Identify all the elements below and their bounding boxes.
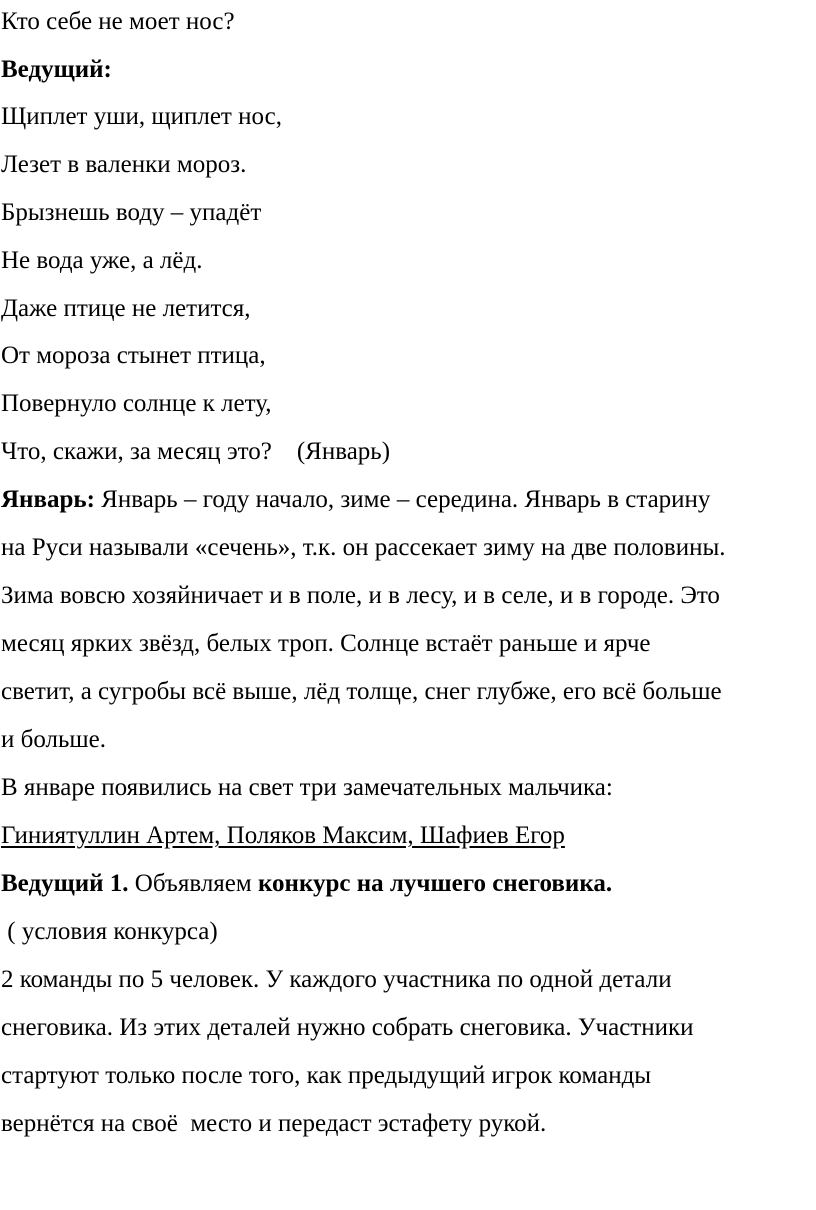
paragraph-line: и больше. <box>1 726 106 753</box>
speaker-label: Январь: <box>1 486 95 513</box>
paragraph-line: светит, а сугробы всё выше, лёд толще, снег глубже, его всё больше <box>1 678 722 705</box>
contest-conditions: ( условия конкурса) <box>1 918 218 945</box>
paragraph-line: снеговика. Из этих деталей нужно собрать снеговика. Участники <box>1 1014 694 1041</box>
paragraph-line: В январе появились на свет три замечательных мальчика: <box>1 774 613 801</box>
speaker-heading: Ведущий: <box>1 56 112 83</box>
poem-line: Щиплет уши, щиплет нос, <box>1 103 282 130</box>
names-line: Гиниятуллин Артем, Поляков Максим, Шафиев Егор <box>1 822 565 849</box>
poem-line: От мороза стынет птица, <box>1 342 266 369</box>
paragraph-line: стартуют только после того, как предыдущий игрок команды <box>1 1062 652 1089</box>
text-line: Кто себе не моет нос? <box>1 8 235 35</box>
speaker-label: Ведущий 1. <box>1 870 129 897</box>
poem-line: Даже птице не летится, <box>1 295 251 322</box>
poem-line: Что, скажи, за месяц это? (Январь) <box>1 438 391 465</box>
poem-line: Повернуло солнце к лету, <box>1 390 272 417</box>
poem-line: Лезет в валенки мороз. <box>1 151 247 178</box>
paragraph-line: месяц ярких звёзд, белых троп. Солнце встаёт раньше и ярче <box>1 630 651 657</box>
paragraph-line <box>1 485 710 515</box>
contest-title: конкурс на лучшего снеговика. <box>257 870 613 897</box>
paragraph-line: Зима вовсю хозяйничает и в поле, и в лесу, и в селе, и в городе. Это <box>1 582 720 609</box>
announcement-text: Объявляем <box>128 870 258 897</box>
announcement-line <box>1 869 612 899</box>
paragraph-line: 2 команды по 5 человек. У каждого участника по одной детали <box>1 966 672 993</box>
poem-line: Не вода уже, а лёд. <box>1 247 203 274</box>
paragraph-line: вернётся на своё место и передаст эстафету рукой. <box>1 1110 547 1137</box>
poem-line: Брызнешь воду – упадёт <box>1 199 262 226</box>
paragraph-line: на Руси называли «сечень», т.к. он рассекает зиму на две половины. <box>1 534 726 561</box>
paragraph-text: Январь – году начало, зиме – середина. Январь в старину <box>94 486 711 513</box>
